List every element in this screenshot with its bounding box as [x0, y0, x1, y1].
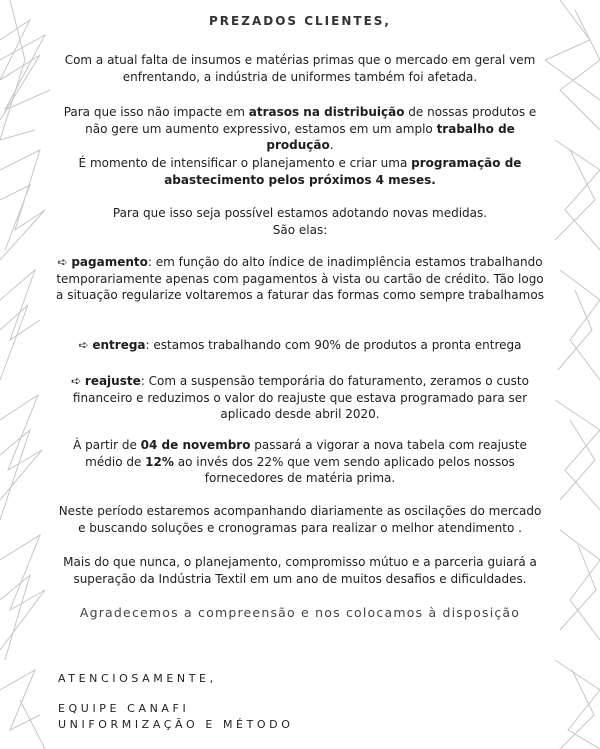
paragraph-monitoring: Neste período estaremos acompanhando diariamente as oscilações do mercado e buscando soluções e cronogramas para realizar o melhor atendimento . [58, 504, 542, 535]
paragraph-intro: Com a atual falta de insumos e matérias primas que o mercado em geral vem enfrentando, a indústria de uniformes também foi afetada. [64, 53, 536, 84]
letter-title: PREZADOS CLIENTES, [209, 14, 391, 28]
planning-text: É momento de intensificar o planejamento e criar uma [78, 156, 412, 170]
team-tagline: UNIFORMIZAÇÃO E MÉTODO [58, 718, 294, 731]
reajuste-text: : Com a suspensão temporária do faturamento, zeramos o custo financeiro e reduzimos o valor do reajuste que estava programado para ser aplicado desde abril 2020. [72, 374, 529, 421]
entrega-label: entrega [92, 338, 146, 352]
reajuste-label: reajuste [84, 374, 141, 388]
new-table-percent: 12% [145, 454, 174, 469]
arrow-icon: ➪ [78, 338, 93, 352]
new-table-text-a: À partir de [73, 438, 141, 452]
measures-line-1: Para que isso seja possível estamos adotando novas medidas. [112, 206, 488, 220]
planning-bold: programação de abastecimento pelos próximos 4 meses. [164, 156, 522, 187]
impact-text-d: . [329, 138, 334, 152]
arrow-icon: ➪ [57, 255, 72, 269]
thanks-line: Agradecemos a compreensão e nos colocamos à disposição [79, 605, 521, 620]
arrow-icon: ➪ [71, 374, 85, 388]
pagamento-label: pagamento [71, 255, 148, 269]
paragraph-commitment: Mais do que nunca, o planejamento, compromisso mútuo e a parceria guiará a superação da Indústria Textil em um ano de muitos desafios e dificuldades. [63, 555, 537, 586]
impact-bold-atrasos: atrasos na distribuição [248, 105, 405, 119]
measures-line-2: São elas: [272, 222, 328, 237]
paragraph-impact [55, 104, 545, 154]
paragraph-planning [55, 155, 545, 188]
impact-bold-trabalho: trabalho de produção [266, 121, 515, 152]
measure-pagamento [55, 254, 545, 304]
closing: ATENCIOSAMENTE, [58, 672, 217, 685]
entrega-text: : estamos trabalhando com 90% de produtos a pronta entrega [145, 338, 522, 352]
impact-text-c: de nossas produtos e não gere um aumento expressivo, estamos em um amplo [85, 105, 537, 136]
new-table-date: 04 de novembro [140, 438, 251, 452]
pagamento-text: : em função do alto índice de inadimplência estamos trabalhando temporariamente apenas com pagamentos à vista ou cartão de crédito. Tão logo a situação regularize voltaremos a faturar das formas como sempre trabalhamos [56, 255, 544, 302]
paragraph-measures [55, 205, 545, 238]
new-table-text-c: passará a vigorar a nova tabela com reajuste médio de [85, 438, 527, 469]
impact-text-a: Para que isso não impacte em [63, 105, 249, 119]
team-name: EQUIPE CANAFI [58, 702, 190, 715]
paragraph-new-table [55, 437, 545, 487]
new-table-text-d: ao invés dos 22% que vem sendo aplicado pelos nossos fornecedores de matéria prima. [173, 454, 515, 485]
measure-reajuste [55, 373, 545, 423]
measure-entrega [55, 337, 545, 354]
